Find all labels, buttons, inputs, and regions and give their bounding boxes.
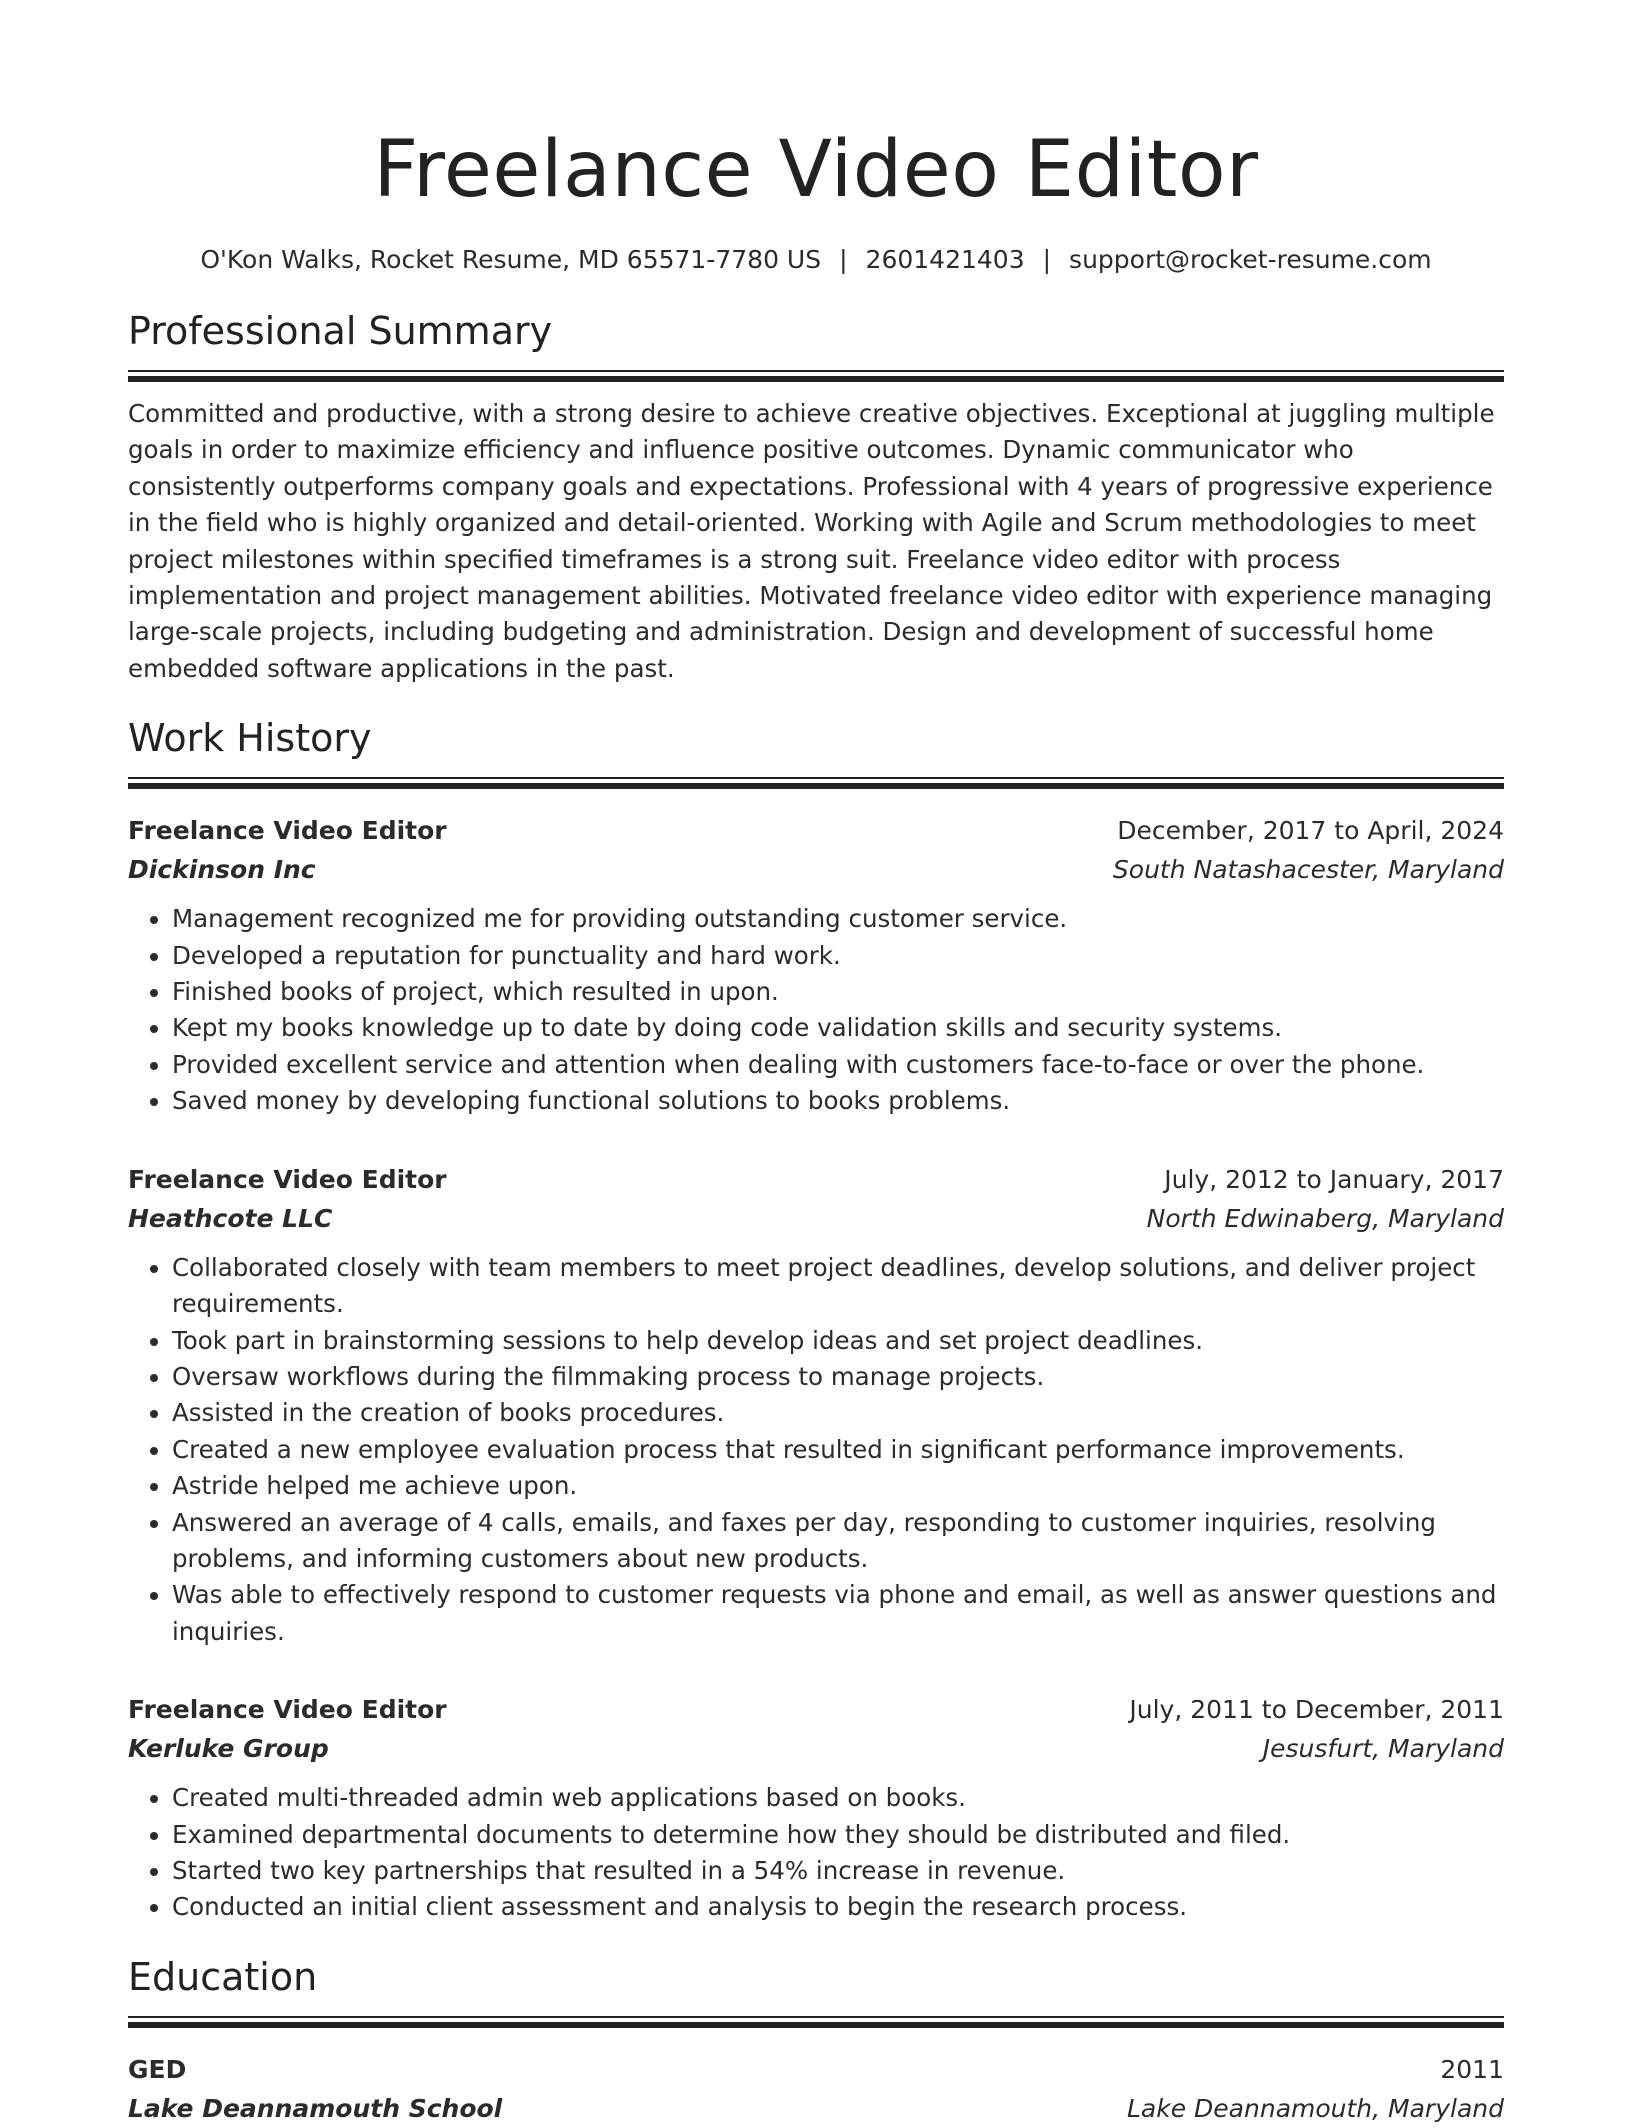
- education-location: Lake Deannamouth, Maryland: [1127, 2093, 1504, 2123]
- education-section: [128, 1952, 1504, 2128]
- job-header-row: [128, 1160, 1504, 1199]
- job-bullet: • Collaborated closely with team members to meet project deadlines, develop solutions, and deliver project requirements.: [172, 1250, 1504, 1323]
- job-title: Freelance Video Editor: [128, 816, 447, 846]
- job-bullet: • Conducted an initial client assessment and analysis to begin the research process.: [172, 1889, 1504, 1925]
- job-company-row: [128, 1199, 1504, 1238]
- job-company: Heathcote LLC: [128, 1203, 333, 1233]
- education-school: Lake Deannamouth School: [128, 2093, 503, 2123]
- job-bullet: • Provided excellent service and attention when dealing with customers face-to-face or over the phone.: [172, 1047, 1504, 1083]
- job-bullet: • Examined departmental documents to determine how they should be distributed and filed.: [172, 1817, 1504, 1853]
- contact-line: [128, 242, 1504, 278]
- job-header-row: [128, 811, 1504, 850]
- section-divider: [128, 2016, 1504, 2028]
- job-dates: July, 2012 to January, 2017: [1164, 1164, 1504, 1194]
- job-title: Freelance Video Editor: [128, 1695, 447, 1725]
- work-history-heading: Work History: [128, 716, 372, 761]
- job-entry: [128, 811, 1504, 1119]
- job-company: Dickinson Inc: [128, 855, 316, 885]
- job-entry: [128, 1690, 1504, 1926]
- section-divider: [128, 370, 1504, 382]
- job-bullet: • Saved money by developing functional solutions to books problems.: [172, 1083, 1504, 1119]
- job-dates: July, 2011 to December, 2011: [1129, 1695, 1504, 1725]
- job-bullet-list: [128, 901, 1504, 1119]
- education-degree: GED: [128, 2054, 187, 2084]
- job-title: Freelance Video Editor: [128, 1164, 447, 1194]
- work-history-section: [128, 713, 1504, 1926]
- section-divider: [128, 777, 1504, 789]
- contact-phone: 2601421403: [865, 245, 1025, 274]
- job-bullet: • Took part in brainstorming sessions to help develop ideas and set project deadlines.: [172, 1323, 1504, 1359]
- summary-text: Committed and productive, with a strong desire to achieve creative objectives. Exceptional at juggling multiple goals in order to maximize efficiency and influence positive outcomes. Dynamic communicator who consistently outperforms company goals and expectations. Professional with 4 years of progressive experience in the field who is highly organized and detail-oriented. Working with Agile and Scrum methodologies to meet project milestones within specified timeframes is a strong suit. Freelance video editor with process implementation and project management abilities. Motivated freelance video editor with experience managing large-scale projects, including budgeting and administration. Design and development of successful home embedded software applications in the past.: [128, 399, 1495, 683]
- job-bullet: • Management recognized me for providing outstanding customer service.: [172, 901, 1504, 937]
- job-company-row: [128, 1729, 1504, 1768]
- education-heading: Education: [128, 1954, 318, 1999]
- job-bullet: • Kept my books knowledge up to date by doing code validation skills and security systems.: [172, 1010, 1504, 1046]
- job-bullet: • Started two key partnerships that resulted in a 54% increase in revenue.: [172, 1853, 1504, 1889]
- job-bullet-list: [128, 1780, 1504, 1926]
- contact-separator: |: [839, 245, 848, 274]
- job-company-row: [128, 850, 1504, 889]
- education-year: 2011: [1440, 2054, 1504, 2084]
- education-header-row: [128, 2050, 1504, 2089]
- contact-email: support@rocket-resume.com: [1069, 245, 1432, 274]
- job-bullet-list: [128, 1250, 1504, 1650]
- job-bullet: • Was able to effectively respond to customer requests via phone and email, as well as answer questions and inquiries.: [172, 1577, 1504, 1650]
- job-entry: [128, 1160, 1504, 1650]
- contact-address: O'Kon Walks, Rocket Resume, MD 65571-7780 US: [200, 245, 822, 274]
- job-bullet: • Created a new employee evaluation process that resulted in significant performance improvements.: [172, 1432, 1504, 1468]
- job-company: Kerluke Group: [128, 1734, 329, 1764]
- education-school-row: [128, 2089, 1504, 2128]
- job-bullet: • Created multi-threaded admin web applications based on books.: [172, 1780, 1504, 1816]
- contact-separator: |: [1042, 245, 1052, 274]
- job-bullet: • Answered an average of 4 calls, emails, and faxes per day, responding to customer inquiries, resolving problems, and informing customers about new products.: [172, 1505, 1504, 1578]
- job-location: North Edwinaberg, Maryland: [1146, 1203, 1504, 1233]
- education-entry: [128, 2050, 1504, 2128]
- job-location: Jesusfurt, Maryland: [1262, 1734, 1504, 1764]
- job-bullet: • Developed a reputation for punctuality and hard work.: [172, 938, 1504, 974]
- job-header-row: [128, 1690, 1504, 1729]
- job-bullet: • Astride helped me achieve upon.: [172, 1468, 1504, 1504]
- resume-title: Freelance Video Editor: [373, 125, 1259, 215]
- job-dates: December, 2017 to April, 2024: [1117, 816, 1504, 846]
- summary-section: [128, 306, 1504, 687]
- job-bullet: • Oversaw workflows during the filmmaking process to manage projects.: [172, 1359, 1504, 1395]
- job-location: South Natashacester, Maryland: [1112, 855, 1504, 885]
- job-bullet: • Finished books of project, which resulted in upon.: [172, 974, 1504, 1010]
- job-bullet: • Assisted in the creation of books procedures.: [172, 1395, 1504, 1431]
- summary-heading: Professional Summary: [128, 309, 553, 353]
